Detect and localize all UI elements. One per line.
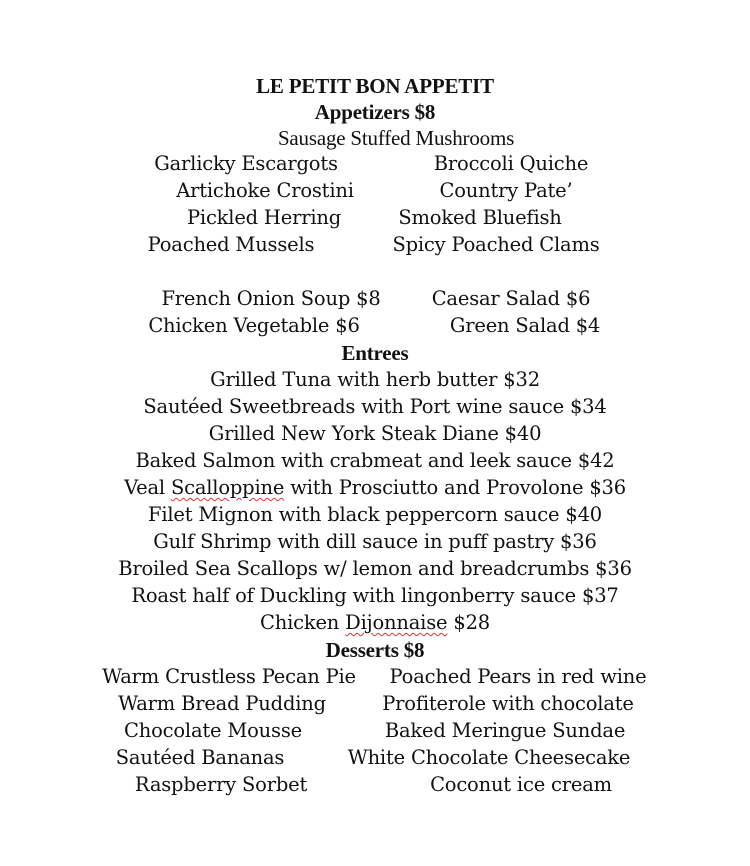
entree-item [135, 448, 614, 474]
dessert-item: Sautéed Bananas [115, 746, 285, 769]
entree-text: Grilled Tuna with herb butter $32 [210, 368, 540, 391]
menu-title: LE PETIT BON APPETIT [256, 74, 494, 98]
entree-item [153, 529, 596, 555]
entree-item [131, 583, 618, 609]
entree-item [209, 421, 542, 447]
soup-salad-item: Green Salad $4 [449, 314, 601, 337]
entree-text: Grilled New York Steak Diane $40 [208, 422, 542, 445]
entree-item [143, 394, 606, 420]
appetizer-item: Pickled Herring [186, 206, 342, 229]
entree-item [118, 556, 632, 582]
dessert-item: Warm Bread Pudding [118, 692, 326, 715]
entree-text: Veal [124, 476, 171, 499]
dessert-item: Chocolate Mousse [124, 719, 302, 742]
appetizer-item: Spicy Poached Clams [392, 233, 600, 256]
desserts-heading: Desserts $8 [325, 638, 425, 662]
appetizer-item: Artichoke Crostini [176, 179, 354, 202]
entree-item [260, 610, 490, 636]
entree-text: Roast half of Duckling with lingonberry sauce $37 [131, 584, 619, 607]
entree-text: Sautéed Sweetbreads with Port wine sauce $34 [143, 395, 607, 418]
entree-text: Gulf Shrimp with dill sauce in puff pastry $36 [153, 530, 597, 553]
dessert-item: Coconut ice cream [430, 773, 612, 796]
dessert-item: White Chocolate Cheesecake [347, 746, 631, 769]
spellcheck-word: Scalloppine [170, 476, 285, 499]
spellcheck-word: Dijonnaise [345, 611, 448, 634]
soup-salad-item: Caesar Salad $6 [431, 287, 591, 310]
entree-text: Filet Mignon with black peppercorn sauce $40 [148, 503, 602, 526]
dessert-item: Profiterole with chocolate [382, 692, 634, 715]
entree-item [148, 502, 602, 528]
dessert-item: Warm Crustless Pecan Pie [102, 665, 356, 688]
entree-text: Baked Salmon with crabmeat and leek sauce $42 [135, 449, 615, 472]
entree-text: $28 [447, 611, 490, 634]
featured-appetizer: Sausage Stuffed Mushrooms [277, 126, 515, 150]
entrees-heading: Entrees [341, 341, 409, 365]
appetizer-item: Garlicky Escargots [154, 152, 338, 175]
dessert-item: Baked Meringue Sundae [384, 719, 626, 742]
appetizer-item: Smoked Bluefish [398, 206, 562, 229]
entree-item [124, 475, 626, 501]
dessert-item: Raspberry Sorbet [134, 773, 308, 796]
entree-text: Chicken [260, 611, 346, 634]
soup-salad-item: French Onion Soup $8 [161, 287, 381, 310]
appetizer-item: Broccoli Quiche [433, 152, 589, 175]
appetizer-item: Poached Mussels [147, 233, 315, 256]
soup-salad-item: Chicken Vegetable $6 [148, 314, 360, 337]
entree-text: Broiled Sea Scallops w/ lemon and breadcrumbs $36 [118, 557, 632, 580]
dessert-item: Poached Pears in red wine [389, 665, 647, 688]
entree-item [210, 367, 540, 393]
appetizers-heading: Appetizers $8 [314, 100, 436, 124]
appetizer-item: Country Pate’ [439, 179, 573, 202]
entree-text: with Prosciutto and Provolone $36 [284, 476, 626, 499]
